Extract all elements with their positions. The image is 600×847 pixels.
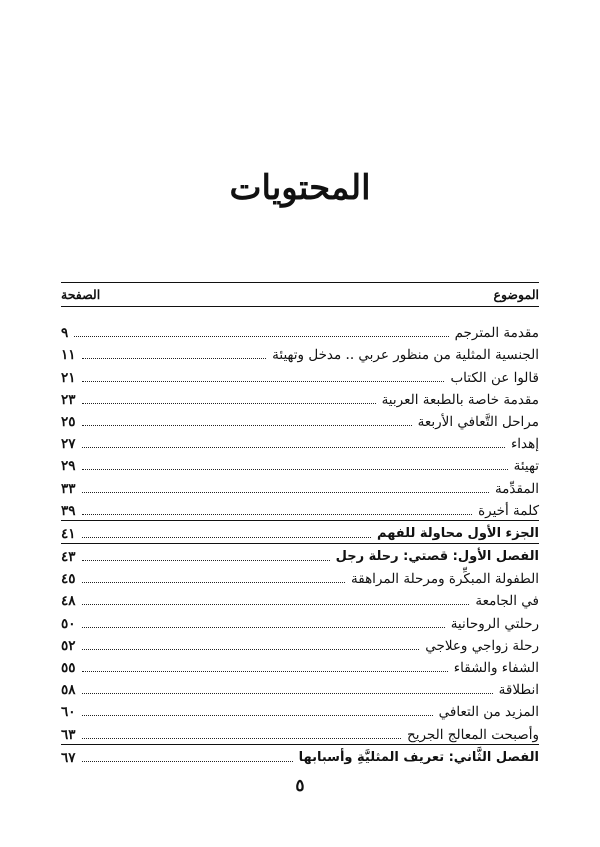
dot-leader (82, 425, 412, 426)
entry-page: ٢٥ (61, 413, 76, 430)
dot-leader (82, 537, 372, 538)
dot-leader (74, 336, 448, 337)
entry-page: ٩ (61, 325, 69, 342)
toc-entry (61, 677, 539, 699)
toc-entry (61, 588, 539, 610)
entry-page: ٢٣ (61, 391, 76, 408)
dot-leader (82, 514, 473, 515)
entry-title: رحلة زواجي وعلاجي (425, 637, 539, 654)
toc-entry (61, 633, 539, 655)
dot-leader (82, 649, 420, 650)
entry-title: الطفولة المبكِّرة ومرحلة المراهقة (351, 571, 539, 588)
entry-title: مقدمة المترجم (454, 325, 539, 342)
entry-title: الفصل الأول: قصتي: رحلة رجل (335, 549, 539, 565)
entry-title: المزيد من التعافي (438, 704, 539, 721)
entry-page: ٤٥ (61, 571, 76, 588)
toc-entry (61, 431, 539, 453)
toc-entry (61, 475, 539, 497)
entry-page: ٦٧ (61, 749, 76, 766)
entry-page: ٦٣ (61, 726, 76, 743)
page-column-label: الصفحة (61, 286, 101, 302)
entry-page: ٣٩ (61, 502, 76, 519)
entry-page: ٤١ (61, 525, 76, 542)
table-of-contents (61, 320, 539, 767)
entry-page: ٥٠ (61, 615, 76, 632)
dot-leader (82, 447, 505, 448)
entry-page: ٦٠ (61, 704, 76, 721)
dot-leader (82, 381, 445, 382)
entry-page: ٤٣ (61, 549, 76, 566)
toc-part-heading (61, 521, 539, 543)
toc-entry (61, 721, 539, 743)
entry-page: ٢٩ (61, 458, 76, 475)
entry-title: المقدِّمة (494, 480, 539, 497)
dot-leader (82, 403, 376, 404)
entry-title: في الجامعة (475, 593, 539, 610)
entry-title: انطلاقة (498, 682, 539, 699)
toc-entry (61, 387, 539, 409)
page-number: ٥ (295, 776, 305, 796)
toc-chapter-heading (61, 544, 539, 566)
dot-leader (82, 671, 448, 672)
entry-title: الجزء الأول محاولة للفهم (377, 525, 539, 541)
page-title: المحتويات (229, 168, 371, 208)
entry-page: ٢١ (61, 369, 76, 386)
dot-leader (82, 604, 470, 605)
toc-entry (61, 566, 539, 588)
entry-title: وأصبحت المعالج الجريح (407, 726, 539, 743)
toc-entry (61, 655, 539, 677)
entry-title: الجنسية المثلية من منظور عربي .. مدخل وتهيئة (272, 347, 539, 364)
toc-header (61, 284, 539, 304)
entry-title: قالوا عن الكتاب (450, 369, 539, 386)
dot-leader (82, 738, 402, 739)
dot-leader (82, 492, 489, 493)
toc-entry (61, 409, 539, 431)
entry-page: ٢٧ (61, 436, 76, 453)
dot-leader (82, 469, 508, 470)
dot-leader (82, 761, 293, 762)
entry-page: ١١ (61, 347, 76, 364)
toc-entry (61, 498, 539, 520)
dot-leader (82, 582, 345, 583)
toc-entry (61, 610, 539, 632)
toc-entry (61, 453, 539, 475)
dot-leader (82, 715, 433, 716)
entry-title: تهيئة (513, 458, 539, 475)
toc-chapter-heading (61, 745, 539, 767)
entry-title: مقدمة خاصة بالطبعة العربية (381, 391, 539, 408)
entry-page: ٤٨ (61, 593, 76, 610)
toc-entry (61, 320, 539, 342)
toc-entry (61, 364, 539, 386)
dot-leader (82, 560, 330, 561)
entry-title: كلمة أخيرة (478, 502, 539, 519)
toc-entry (61, 699, 539, 721)
toc-entry (61, 342, 539, 364)
dot-leader (82, 627, 445, 628)
entry-title: الفصل الثَّاني: تعريف المثليَّةِ وأسبابها (298, 749, 539, 765)
entry-page: ٥٨ (61, 682, 76, 699)
entry-title: الشفاء والشقاء (453, 660, 539, 676)
header-top-rule (61, 282, 539, 283)
header-bottom-rule (61, 306, 539, 307)
entry-page: ٥٢ (61, 637, 76, 654)
entry-title: إهداء (510, 436, 539, 453)
entry-page: ٥٥ (61, 660, 76, 676)
dot-leader (82, 358, 267, 359)
entry-title: رحلتي الروحانية (450, 615, 539, 632)
topic-column-label: الموضوع (493, 286, 539, 302)
entry-page: ٣٣ (61, 480, 76, 497)
dot-leader (82, 693, 493, 694)
entry-title: مراحل التَّعافي الأربعة (417, 413, 539, 430)
